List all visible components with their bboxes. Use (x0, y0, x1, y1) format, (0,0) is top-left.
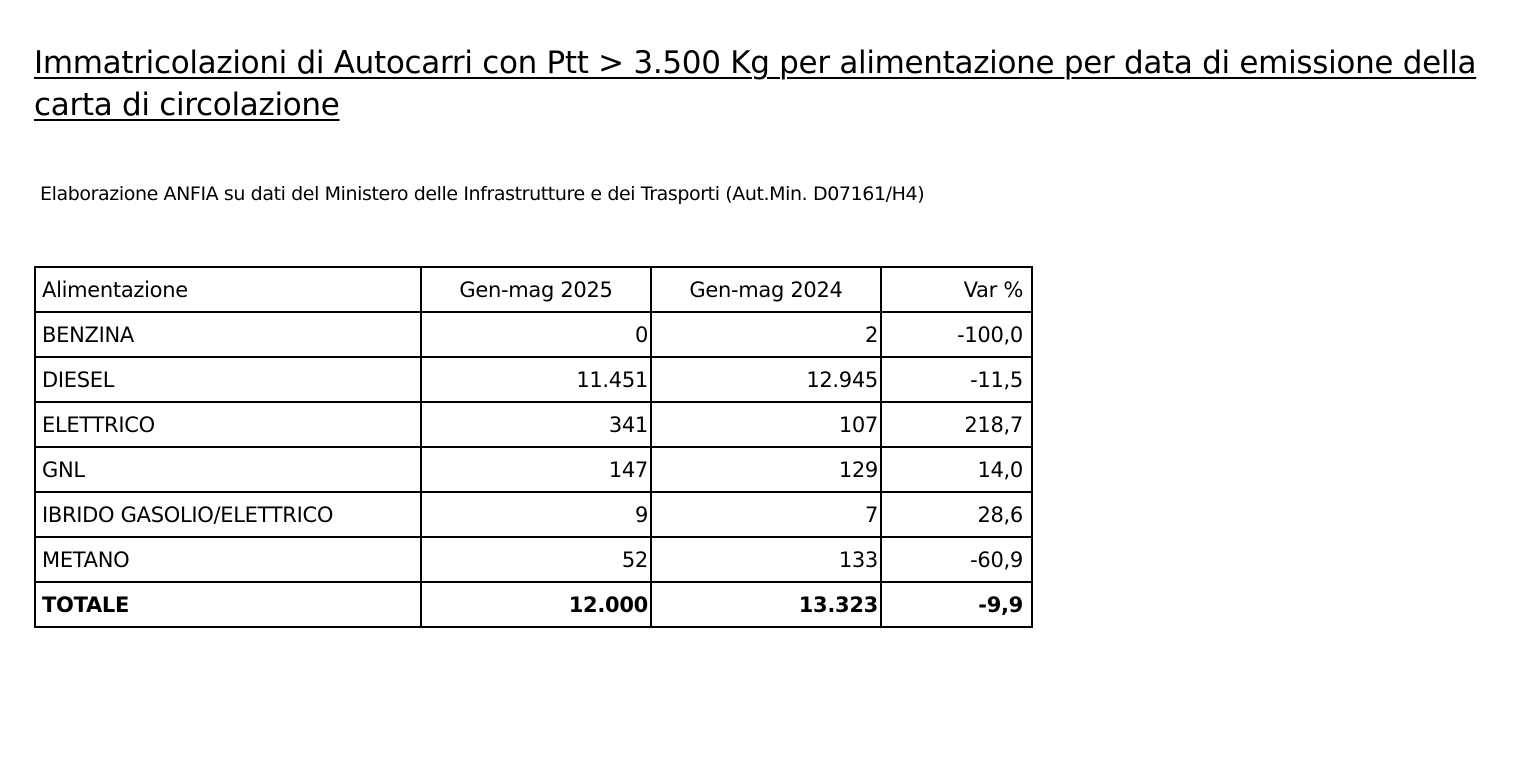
header-variation: Var % (881, 267, 1032, 312)
table-row (35, 312, 1032, 357)
variation-cell: 14,0 (881, 447, 1032, 492)
registrations-table (34, 266, 1033, 628)
fuel-type-cell: ELETTRICO (35, 402, 421, 447)
value-2025-cell: 0 (421, 312, 651, 357)
value-2024-cell: 107 (651, 402, 881, 447)
fuel-type-cell: IBRIDO GASOLIO/ELETTRICO (35, 492, 421, 537)
table-row (35, 447, 1032, 492)
header-2025: Gen-mag 2025 (421, 267, 651, 312)
total-2025-cell: 12.000 (421, 582, 651, 627)
value-2025-cell: 341 (421, 402, 651, 447)
variation-cell: -11,5 (881, 357, 1032, 402)
value-2024-cell: 129 (651, 447, 881, 492)
value-2024-cell: 2 (651, 312, 881, 357)
fuel-type-cell: GNL (35, 447, 421, 492)
table-row (35, 492, 1032, 537)
value-2025-cell: 147 (421, 447, 651, 492)
table-header-row (35, 267, 1032, 312)
variation-cell: 218,7 (881, 402, 1032, 447)
total-2024-cell: 13.323 (651, 582, 881, 627)
table-row (35, 357, 1032, 402)
table-row (35, 537, 1032, 582)
total-variation-cell: -9,9 (881, 582, 1032, 627)
fuel-type-cell: BENZINA (35, 312, 421, 357)
value-2025-cell: 11.451 (421, 357, 651, 402)
source-note: Elaborazione ANFIA su dati del Ministero delle Infrastrutture e dei Trasporti (Aut.Min. D07161/H4) (40, 183, 925, 205)
table-row (35, 402, 1032, 447)
value-2025-cell: 9 (421, 492, 651, 537)
fuel-type-cell: METANO (35, 537, 421, 582)
total-row (35, 582, 1032, 627)
value-2025-cell: 52 (421, 537, 651, 582)
total-label-cell: TOTALE (35, 582, 421, 627)
value-2024-cell: 133 (651, 537, 881, 582)
variation-cell: -60,9 (881, 537, 1032, 582)
value-2024-cell: 12.945 (651, 357, 881, 402)
page-title: Immatricolazioni di Autocarri con Ptt > 3.500 Kg per alimentazione per data di emissione della carta di circolazione (34, 45, 1477, 123)
variation-cell: 28,6 (881, 492, 1032, 537)
header-fuel-type: Alimentazione (35, 267, 421, 312)
header-2024: Gen-mag 2024 (651, 267, 881, 312)
variation-cell: -100,0 (881, 312, 1032, 357)
fuel-type-cell: DIESEL (35, 357, 421, 402)
value-2024-cell: 7 (651, 492, 881, 537)
